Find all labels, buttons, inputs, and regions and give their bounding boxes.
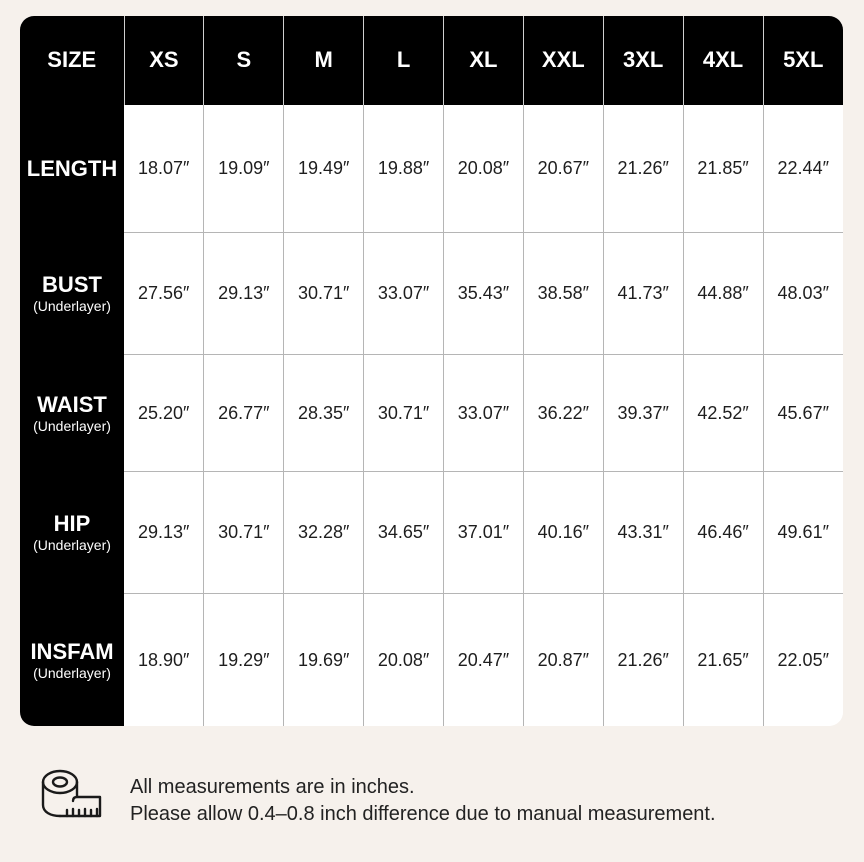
table-cell: 30.71″ <box>364 355 444 472</box>
size-chart <box>20 16 843 726</box>
table-cell: 48.03″ <box>763 233 843 355</box>
table-cell: 30.71″ <box>204 472 284 594</box>
header-row <box>20 16 843 105</box>
table-cell: 41.73″ <box>603 233 683 355</box>
size-column-header: XS <box>124 16 204 105</box>
row-header-hip <box>20 472 124 594</box>
table-cell: 18.90″ <box>124 594 204 727</box>
row-sublabel: (Underlayer) <box>33 417 111 434</box>
table-cell: 25.20″ <box>124 355 204 472</box>
table-row-bust <box>20 233 843 355</box>
table-cell: 39.37″ <box>603 355 683 472</box>
size-header-label: SIZE <box>20 16 124 105</box>
table-cell: 42.52″ <box>683 355 763 472</box>
measuring-tape-icon <box>40 768 104 824</box>
size-column-header: M <box>284 16 364 105</box>
table-row-waist <box>20 355 843 472</box>
table-row-hip <box>20 472 843 594</box>
size-column-header: L <box>364 16 444 105</box>
table-cell: 43.31″ <box>603 472 683 594</box>
table-cell: 21.26″ <box>603 105 683 233</box>
row-label: LENGTH <box>26 155 118 181</box>
table-cell: 21.65″ <box>683 594 763 727</box>
row-header-bust <box>20 233 124 355</box>
table-cell: 20.87″ <box>523 594 603 727</box>
size-column-header: 5XL <box>763 16 843 105</box>
row-label: HIP <box>53 511 91 537</box>
table-cell: 26.77″ <box>204 355 284 472</box>
table-cell: 35.43″ <box>444 233 524 355</box>
row-header-length <box>20 105 124 233</box>
table-cell: 34.65″ <box>364 472 444 594</box>
note-text <box>130 774 716 828</box>
table-cell: 20.08″ <box>364 594 444 727</box>
table-row-insfam <box>20 594 843 727</box>
table-cell: 29.13″ <box>204 233 284 355</box>
size-column-header: 3XL <box>603 16 683 105</box>
table-cell: 33.07″ <box>444 355 524 472</box>
table-cell: 21.85″ <box>683 105 763 233</box>
table-cell: 45.67″ <box>763 355 843 472</box>
table-cell: 36.22″ <box>523 355 603 472</box>
row-label: INSFAM <box>30 638 114 664</box>
table-cell: 19.69″ <box>284 594 364 727</box>
measurement-note <box>40 768 840 828</box>
table-cell: 20.67″ <box>523 105 603 233</box>
row-label: WAIST <box>37 391 107 417</box>
table-cell: 37.01″ <box>444 472 524 594</box>
table-cell: 44.88″ <box>683 233 763 355</box>
table-cell: 30.71″ <box>284 233 364 355</box>
table-cell: 32.28″ <box>284 472 364 594</box>
size-column-header: S <box>204 16 284 105</box>
table-cell: 19.49″ <box>284 105 364 233</box>
size-column-header: 4XL <box>683 16 763 105</box>
table-row-length <box>20 105 843 233</box>
table-cell: 19.88″ <box>364 105 444 233</box>
size-column-header: XL <box>444 16 524 105</box>
row-header-insfam <box>20 594 124 727</box>
row-sublabel: (Underlayer) <box>33 298 111 315</box>
table-cell: 49.61″ <box>763 472 843 594</box>
table-cell: 19.29″ <box>204 594 284 727</box>
table-cell: 46.46″ <box>683 472 763 594</box>
note-line-units: All measurements are in inches. <box>130 776 415 798</box>
table-cell: 28.35″ <box>284 355 364 472</box>
table-cell: 21.26″ <box>603 594 683 727</box>
table-cell: 40.16″ <box>523 472 603 594</box>
row-sublabel: (Underlayer) <box>33 537 111 554</box>
row-sublabel: (Underlayer) <box>33 664 111 681</box>
note-line-tolerance: Please allow 0.4–0.8 inch difference due to manual measurement. <box>130 803 716 825</box>
table-cell: 29.13″ <box>124 472 204 594</box>
row-header-waist <box>20 355 124 472</box>
table-cell: 38.58″ <box>523 233 603 355</box>
table-cell: 22.05″ <box>763 594 843 727</box>
table-cell: 22.44″ <box>763 105 843 233</box>
size-column-header: XXL <box>523 16 603 105</box>
table-cell: 18.07″ <box>124 105 204 233</box>
row-label: BUST <box>42 272 102 298</box>
table-cell: 20.47″ <box>444 594 524 727</box>
table-cell: 33.07″ <box>364 233 444 355</box>
table-cell: 19.09″ <box>204 105 284 233</box>
table-cell: 20.08″ <box>444 105 524 233</box>
table-cell: 27.56″ <box>124 233 204 355</box>
size-table <box>20 16 843 726</box>
